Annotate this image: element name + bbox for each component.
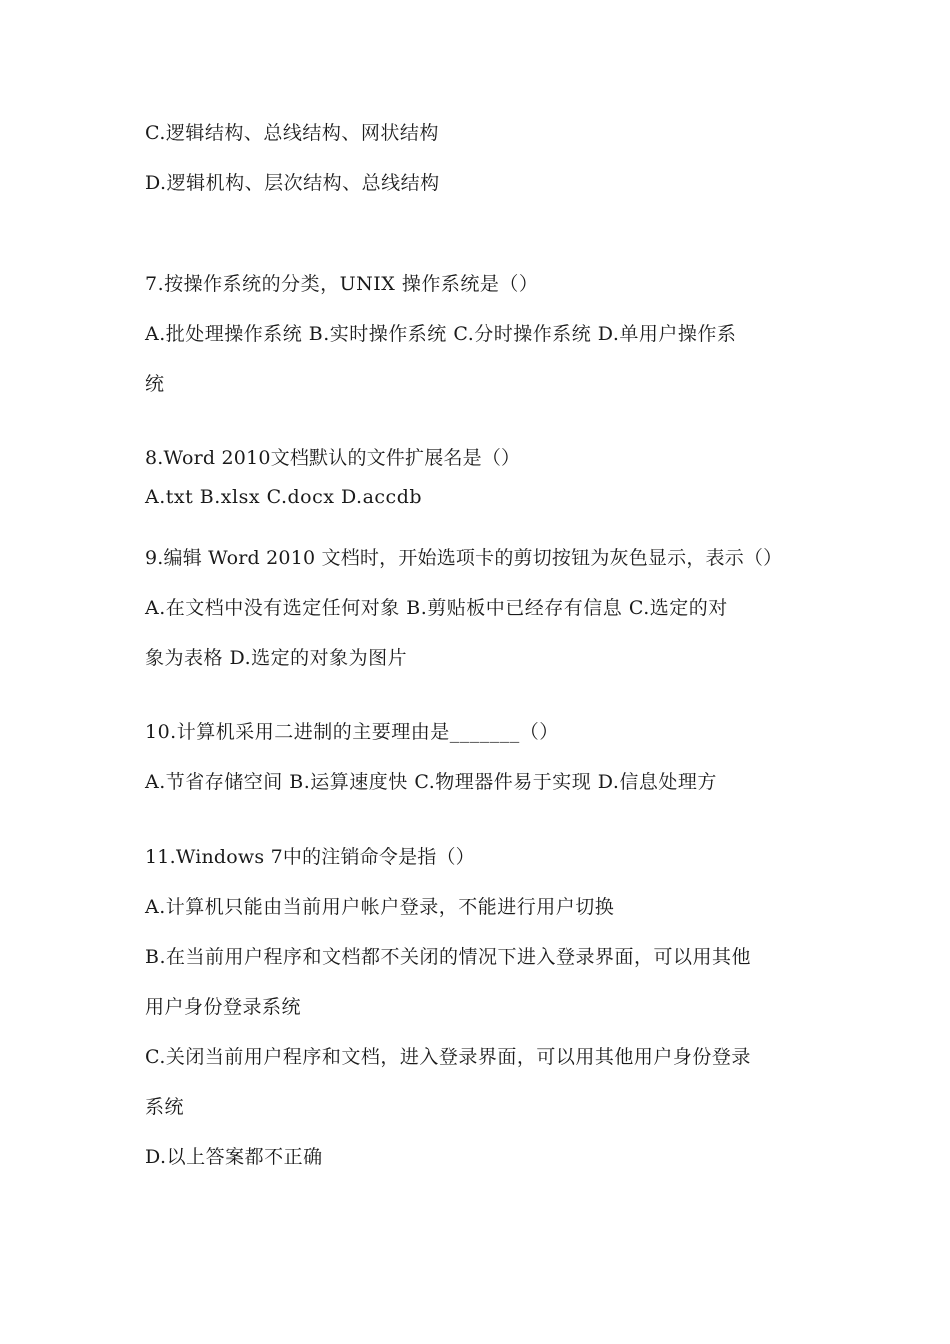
q6-option-d: D.逻辑机构、层次结构、总线结构 xyxy=(145,172,440,194)
q11-option-b-line-2: 用户身份登录系统 xyxy=(145,996,302,1018)
q8-options: A.txt B.xlsx C.docx D.accdb xyxy=(145,486,423,508)
q11-option-c-line-2: 系统 xyxy=(145,1096,185,1118)
q11-option-a: A.计算机只能由当前用户帐户登录，不能进行用户切换 xyxy=(145,896,615,918)
q7-options-line-1: A.批处理操作系统 B.实时操作系统 C.分时操作系统 D.单用户操作系 xyxy=(145,323,737,345)
q11-option-d: D.以上答案都不正确 xyxy=(145,1146,323,1168)
q11-question: 11.Windows 7中的注销命令是指（） xyxy=(145,846,475,868)
q11-option-b-line-1: B.在当前用户程序和文档都不关闭的情况下进入登录界面，可以用其他 xyxy=(145,946,752,968)
q7-options-line-2: 统 xyxy=(145,373,165,395)
q10-question: 10.计算机采用二进制的主要理由是_______（） xyxy=(145,721,559,743)
q9-question: 9.编辑 Word 2010 文档时，开始选项卡的剪切按钮为灰色显示，表示（） xyxy=(145,547,783,569)
q9-options-line-2: 象为表格 D.选定的对象为图片 xyxy=(145,647,408,669)
q8-question: 8.Word 2010文档默认的文件扩展名是（） xyxy=(145,447,521,469)
q6-option-c: C.逻辑结构、总线结构、网状结构 xyxy=(145,122,439,144)
q9-options-line-1: A.在文档中没有选定任何对象 B.剪贴板中已经存有信息 C.选定的对 xyxy=(145,597,728,619)
q10-options: A.节省存储空间 B.运算速度快 C.物理器件易于实现 D.信息处理方 xyxy=(145,771,717,793)
q11-option-c-line-1: C.关闭当前用户程序和文档，进入登录界面，可以用其他用户身份登录 xyxy=(145,1046,751,1068)
q7-question: 7.按操作系统的分类，UNIX 操作系统是（） xyxy=(145,273,539,295)
